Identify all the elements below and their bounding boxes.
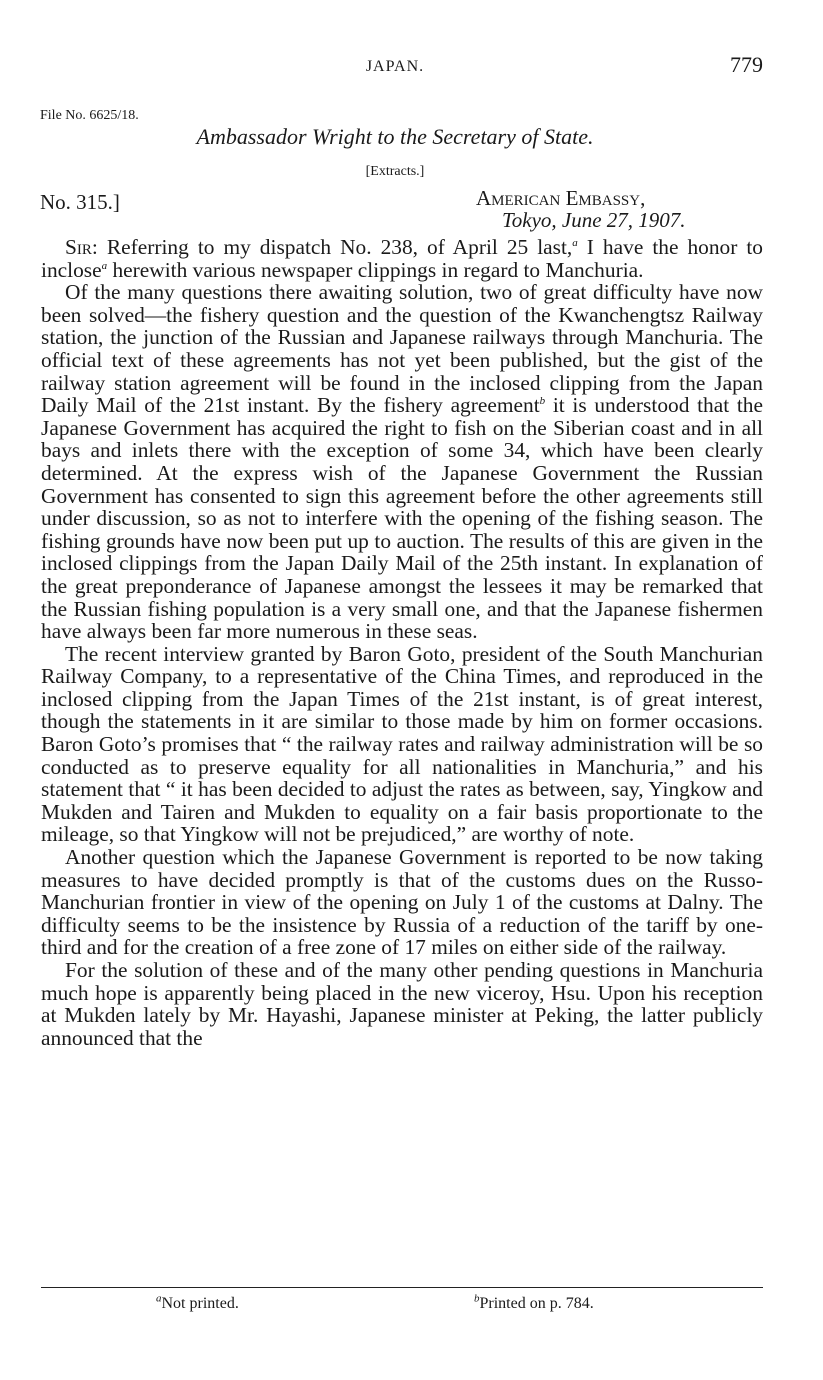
footnote-a-text: Not printed. xyxy=(161,1295,239,1312)
running-title: JAPAN. xyxy=(365,58,425,75)
footnote-ref-a: a xyxy=(572,236,578,249)
paragraph-2-text-b: it is understood that the Japanese Government has acquired the right to fish on the Siberian coast and in all bays and inlets there with the exception of some 34, which have been clearly determined. At the express wish of the Japanese Government the Russian Government has consented to sign this agreement before the other agreements still under discussion, so as not to interfere with the opening of the fishing season. The fishing grounds have now been put up to auction. The results of this are given in the inclosed clippings from the Japan Daily Mail of the 25th instant. In explanation of the great preponderance of Japanese amongst the lessees it may be remarked that the Russian fishing population is a very small one, and that the Japanese fishermen have always been far more numerous in these seas. xyxy=(41,393,763,644)
paragraph-1-text-c: herewith various newspaper clippings in regard to Manchuria. xyxy=(107,257,644,282)
footnote-b-text: Printed on p. 784. xyxy=(479,1295,594,1312)
paragraph-4: Another question which the Japanese Government is reported to be now taking measures to have decided promptly is that of the customs dues on the Russo-Manchurian frontier in view of the opening on July 1 of the customs at Dalny. The difficulty seems to be the insistence by Russia of a reduction of the tariff by one-third and for the creation of a free zone of 17 miles on either side of the railway. xyxy=(41,845,763,960)
paragraph-1-text-b: I have the honor to inclose xyxy=(41,235,764,282)
footnote-a-mark: a xyxy=(156,1292,162,1305)
embassy-name: American Embassy, xyxy=(476,186,646,210)
footnote-ref-b: b xyxy=(539,395,546,408)
paragraph-5: For the solution of these and of the many other pending questions in Manchuria much hope is apparently being placed in the new viceroy, Hsu. Upon his reception at Mukden lately by Mr. Hayashi, Japanese minister at Peking, the latter publicly announced that the xyxy=(41,958,763,1050)
footnote-divider xyxy=(41,1287,763,1288)
letter-body xyxy=(41,236,763,1049)
paragraph-1-text-a: : Referring to my dispatch No. 238, of April 25 last, xyxy=(91,235,573,259)
footnote-a xyxy=(156,1292,239,1313)
page-number: 779 xyxy=(730,52,763,77)
paragraph-2 xyxy=(41,281,763,643)
footnote-ref-a: a xyxy=(101,259,108,272)
footnote-b-mark: b xyxy=(474,1292,480,1305)
place-date: Tokyo, June 27, 1907. xyxy=(502,208,686,232)
paragraph-1 xyxy=(41,236,763,281)
salutation: Sir xyxy=(65,235,92,259)
footnote-b xyxy=(474,1292,594,1313)
dispatch-number: No. 315.] xyxy=(40,190,120,214)
file-number: File No. 6625/18. xyxy=(40,108,139,123)
paragraph-2-text-a: Of the many questions there awaiting solution, two of great difficulty have now been solved—the fishery question and the question of the Kwanchengtsz Railway station, the junction of the Russian and Japanese railways through Manchuria. The official text of these agreements has not yet been published, but the gist of the railway station agreement will be found in the inclosed clipping from the Japan Daily Mail of the 21st instant. By the fishery agreement xyxy=(41,280,763,418)
running-head xyxy=(0,52,823,82)
document-heading: Ambassador Wright to the Secretary of State. xyxy=(196,124,594,149)
extracts-note: [Extracts.] xyxy=(365,164,425,179)
paragraph-3: The recent interview granted by Baron Goto, president of the South Manchurian Railway Company, to a representative of the China Times, and reproduced in the inclosed clipping from the Japan Times of the 21st instant, is of great interest, though the statements in it are similar to those made by him on former occasions. Baron Goto’s promises that “ the railway rates and railway administration will be so conducted as to preserve equality for all nationalities in Manchuria,” and his statement that “ it has been decided to adjust the rates as between, say, Yingkow and Mukden and Tairen and Mukden to equality on a fair basis proportionate to the mileage, so that Yingkow will not be prejudiced,” are worthy of note. xyxy=(41,641,763,847)
